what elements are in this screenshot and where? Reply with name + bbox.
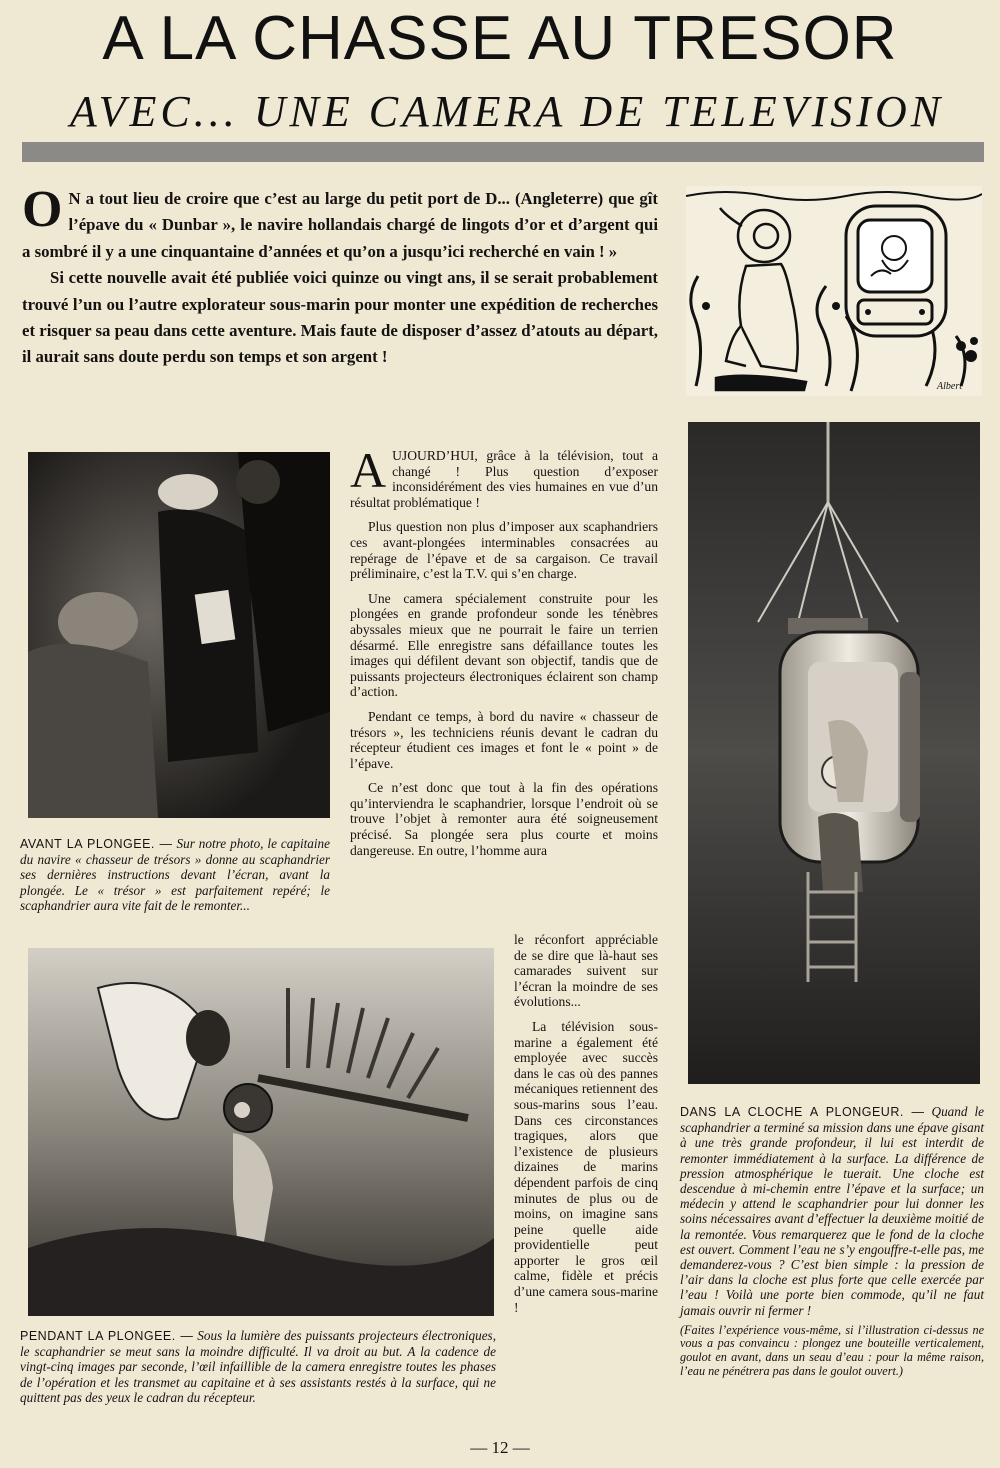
page-number: — 12 —	[470, 1438, 530, 1457]
dropcap-a: A	[350, 442, 387, 498]
middle-paragraph-3: Une camera spécialement construite pour les plongées en grande profondeur sonde les ténèbres abyssales mieux que ne pourrait le faire un terrien désarmé. Elle enregistre sans défaillance toutes les images qui défilent devant son objectif, tandis que de puissants projecteurs électroniques éclairent son champ d’action.	[350, 590, 658, 700]
caption-pendant-plongee	[20, 1328, 496, 1405]
photo-pendant-plongee	[28, 948, 494, 1316]
dropcap-o: O	[22, 181, 63, 238]
middle-column-text	[350, 442, 658, 858]
photo-cloche-image	[688, 422, 980, 1084]
photo-pendant-image	[28, 948, 494, 1316]
header-rule	[22, 142, 984, 162]
middle-paragraph-6: La télévision sous-marine a également été employée avec succès dans le cas où des pannes mécaniques retiennent des sous-marins sous l’eau. Dans ces circonstances tragiques, alors que l’existence de plusieurs dizaines de marins dépendent parfois de cinq minutes de plus ou de moins, on imagine sans peine quelle aide providentielle peut apporter le gros œil calme, fidèle et précis d’une camera sous-marine !	[514, 1018, 658, 1315]
caption-avant-plongee	[20, 836, 330, 913]
cartoon-drawing	[686, 186, 982, 396]
cartoon-signature: Albert	[937, 381, 962, 392]
middle-paragraph-4: Pendant ce temps, à bord du navire « chasseur de trésors », les techniciens réunis devant le cadran du récepteur étudient ces images et font le « point » de l’épave.	[350, 708, 658, 771]
headline-title: A LA CHASSE AU TRESOR	[102, 4, 898, 73]
photo-avant-plongee	[28, 452, 330, 818]
headline-subtitle: AVEC... UNE CAMERA DE TELEVISION	[69, 87, 945, 136]
narrow-column-text	[514, 932, 658, 1324]
cartoon-diver-tv	[686, 186, 982, 396]
photo-avant-image	[28, 452, 330, 818]
photo-cloche-plongeur	[688, 422, 980, 1084]
middle-paragraph-5-cont: le réconfort appréciable de se dire que là-haut ses camarades suivent sur l’écran la moindre de ses évolutions...	[514, 932, 658, 1010]
caption-avant-text: Sur notre photo, le capitaine du navire « chasseur de trésors » donne au scaphandrier ses dernières instructions devant l’écran, avant la plongée. Le « trésor » est parfaitement repéré; le scaphandrier aura vite fait de le remonter...	[20, 836, 330, 913]
caption-cloche-note: (Faites l’expérience vous-même, si l’illustration ci-dessus ne vous a pas convaincu : plongez une bouteille verticalement, goulot en avant, dans un seau d’eau : pour la même raison, l’eau ne pénétrera pas dans le goulot ouvert.)	[680, 1322, 984, 1378]
caption-cloche-text: Quand le scaphandrier a terminé sa mission dans une épave gisant à une très grande profondeur, il lui est interdit de remonter immédiatement à la surface. La différence de pression atmosphérique le tuerait. Une cloche est descendue à mi-chemin entre l’épave et la surface; un médecin y attend le scaphandrier pour lui donner les soins nécessaires avant d’effectuer la deuxième moitié de la remontée. Vous remarquerez que le fond de la cloche est ouvert. Comment l’eau ne s’y engouffre-t-elle pas, me demanderez-vous ? C’est bien simple : la pression de l’air dans la cloche est plus forte que celle exercée par l’eau ! Voilà une porte bien commode, qu’il ne faut jamais ouvrir ni fermer !	[680, 1104, 985, 1318]
middle-paragraph-5: Ce n’est donc que tout à la fin des opérations qu’interviendra le scaphandrier, lorsque l’endroit où se trouve l’objet à remonter aura été soigneusement précisé. Sa plongée sera plus courte et moins dangereuse. En outre, l’homme aura	[350, 780, 658, 858]
caption-cloche-lead: DANS LA CLOCHE A PLONGEUR. —	[680, 1105, 925, 1119]
caption-pendant-text: Sous la lumière des puissants projecteurs électroniques, le scaphandrier se meut sans la moindre difficulté. Il va droit au but. A la cadence de vingt-cinq images par seconde, l’œil infaillible de la camera enregistre toutes les phases de l’opération et les transmet au capitaine et à ses assistants restés à la surface, qui ne quittent pas des yeux le cadran du récepteur.	[20, 1328, 496, 1405]
caption-cloche-plongeur	[680, 1104, 984, 1378]
intro-text	[22, 181, 658, 371]
caption-avant-lead: AVANT LA PLONGEE. —	[20, 837, 173, 851]
intro-paragraph-2: Si cette nouvelle avait été publiée voici quinze ou vingt ans, il se serait probablement trouvé l’un ou l’autre explorateur sous-marin pour monter une expédition de recherches et risquer sa peau dans cette aventure. Mais faute de disposer d’assez d’atouts au départ, il aurait sans doute perdu son temps et son argent !	[22, 268, 658, 367]
intro-paragraph-1: O N a tout lieu de croire que c’est au large du petit port de D... (Angleterre) que gît l’épave du « Dunbar », le navire hollandais chargé de lingots d’or et d’argent qui a sombré il y a une cinquantaine d’années et qu’on a jusqu’ici recherché en vain ! »	[22, 181, 658, 261]
middle-paragraph-2: Plus question non plus d’imposer aux scaphandriers ces avant-plongées interminables consacrées au repérage de l’épave et de sa cargaison. Ce travail préliminaire, c’est la T.V. qui s’en charge.	[350, 519, 658, 582]
middle-paragraph-1: AUJOURD’HUI, grâce à la télévision, tout a changé ! Plus question d’exposer inconsidérément des vies humaines en vue d’un résultat problématique !	[350, 442, 658, 510]
caption-pendant-lead: PENDANT LA PLONGEE. —	[20, 1329, 194, 1343]
